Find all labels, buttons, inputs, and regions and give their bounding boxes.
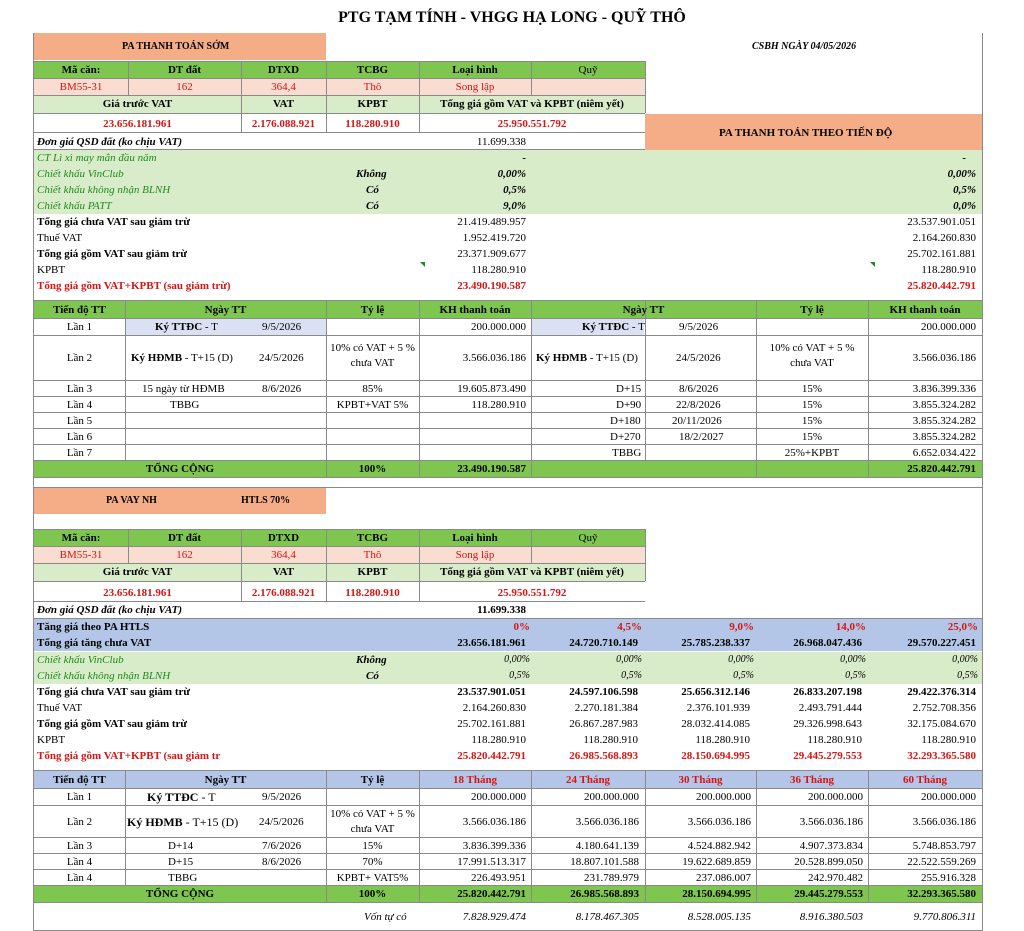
sched-rate: 25%+KPBT: [784, 447, 840, 459]
pa-early-label: PA THANH TOÁN SỚM: [122, 41, 230, 52]
total-row-amount: 28.150.694.995: [682, 888, 751, 900]
total-value: 2.164.260.830: [912, 232, 976, 244]
total-value: 28.032.414.085: [681, 718, 750, 730]
pa-progress-label: PA THANH TOÁN THEO TIẾN ĐỘ: [719, 127, 893, 139]
total-row-amount: 26.985.568.893: [570, 888, 639, 900]
sched-date: 8/6/2026: [262, 383, 302, 395]
sched-amount: 3.566.036.186: [575, 816, 639, 828]
sched-amount: 3.855.324.282: [912, 415, 976, 427]
total-label: Tổng giá chưa VAT sau giảm trừ: [37, 216, 190, 228]
total-value: 2.752.708.356: [912, 702, 976, 714]
sched-lan: Lần 1: [66, 321, 93, 333]
sched-date: 24/5/2026: [259, 352, 304, 364]
sched-rate: 15%: [362, 840, 383, 852]
ck-row-flag: Có: [366, 670, 379, 682]
hdr-tcbg: TCBG: [356, 532, 389, 544]
sched-date: 9/5/2026: [262, 791, 302, 803]
val-dtxd: 364,4: [271, 549, 296, 561]
sched-amount: 3.566.036.186: [799, 816, 863, 828]
ck-row-value: 9,0%: [503, 200, 526, 212]
sched-amount: 3.855.324.282: [912, 431, 976, 443]
val-tong-gia: 25.950.551.792: [497, 118, 567, 130]
sched-date: 7/6/2026: [262, 840, 302, 852]
ck-row-label: CT Lì xì may mắn đầu năm: [37, 152, 157, 164]
sched-hdr: 30 Tháng: [678, 774, 723, 786]
hdr-vat: VAT: [273, 98, 294, 110]
sched-cond: Ký TTĐC: [582, 321, 630, 333]
ck-row-value: 0,00%: [840, 654, 866, 665]
total-value: 118.280.910: [807, 734, 862, 746]
ck-row-value: 0,5%: [509, 670, 530, 681]
total-value: 118.280.910: [921, 264, 976, 276]
hdr-vat: VAT: [273, 566, 294, 578]
total-value: 26.867.287.983: [569, 718, 638, 730]
hdr-tcbg: TCBG: [356, 64, 389, 76]
sched-amount: 200.000.000: [696, 791, 751, 803]
pa-loan-label: PA VAY NH: [106, 495, 157, 506]
sched-lan: Lần 1: [66, 791, 93, 803]
sched-suffix: - T: [202, 321, 218, 333]
hdr-loai-hinh: Loại hình: [452, 64, 498, 76]
hdr-tong-gia: Tổng giá gồm VAT và KPBT (niêm yết): [440, 566, 624, 578]
sched-rate: 10% có VAT + 5 % chưa VAT: [330, 342, 415, 369]
val-tcbg: Thô: [363, 81, 382, 93]
sched-suffix: D+14: [168, 840, 194, 852]
ck-row-value: -: [962, 152, 966, 164]
sched-amount: 4.907.373.834: [799, 840, 863, 852]
total-value: 24.597.106.598: [569, 686, 638, 698]
total-value: 2.270.181.384: [574, 702, 638, 714]
total-label: Tổng giá chưa VAT sau giảm trừ: [37, 686, 190, 698]
total-row-rate: 100%: [358, 888, 387, 900]
hdr-kpbt: KPBT: [357, 98, 388, 110]
sched-date: 8/6/2026: [262, 856, 302, 868]
hdr-dtxd: DTXD: [267, 532, 300, 544]
hdr-dt-dat: DT đất: [167, 532, 202, 544]
ck-row-value: 0,00%: [497, 168, 526, 180]
ck-row-value: 0,5%: [953, 184, 976, 196]
val-tong-gia: 25.950.551.792: [497, 587, 567, 599]
ck-row-value: 0,5%: [621, 670, 642, 681]
total-row-amount: 23.490.190.587: [457, 463, 526, 475]
sched-amount: 200.000.000: [921, 321, 976, 333]
total-label: KPBT: [37, 734, 66, 746]
sched-amount: 226.493.951: [471, 872, 526, 884]
total-value: 32.293.365.580: [907, 750, 976, 762]
total-row-label: TỔNG CỘNG: [145, 888, 215, 900]
tang-chua-value: 25.785.238.337: [681, 637, 750, 649]
sched-rate: 10% có VAT + 5 % chưa VAT: [769, 342, 855, 369]
sched-date: 24/5/2026: [676, 352, 721, 364]
sched-amount: 4.180.641.139: [575, 840, 639, 852]
tang-chua-value: 26.968.047.436: [793, 637, 862, 649]
sched-amount: 19.605.873.490: [457, 383, 526, 395]
sched-rate: 70%: [362, 856, 383, 868]
von-tu-co-value: 8.178.467.305: [575, 911, 639, 923]
sched-amount: 6.652.034.422: [912, 447, 976, 459]
ck-row-value: 0,00%: [728, 654, 754, 665]
sched-hdr: Tiến độ TT: [53, 774, 106, 786]
sched-rate: KPBT+VAT 5%: [336, 399, 409, 411]
sched-date: 24/5/2026: [259, 816, 304, 828]
ck-row-value: -: [522, 152, 526, 164]
sched-suffix: D+15: [168, 856, 194, 868]
tang-gia-value: 25,0%: [947, 621, 978, 633]
sched-amount: 200.000.000: [471, 791, 526, 803]
tang-chua-value: 23.656.181.961: [457, 637, 526, 649]
total-value: 118.280.910: [695, 734, 750, 746]
don-gia-label: Đơn giá QSD đất (ko chịu VAT): [37, 604, 183, 616]
ck-row-value: 0,5%: [845, 670, 866, 681]
sched-amount: 200.000.000: [808, 791, 863, 803]
sched-amount: 5.748.853.797: [912, 840, 976, 852]
sched-suffix: D+90: [616, 399, 642, 411]
tang-gia-value: 14,0%: [835, 621, 866, 633]
sched-suffix: D+180: [610, 415, 641, 427]
sched-date: 18/2/2027: [679, 431, 724, 443]
sched-amount: 22.522.559.269: [907, 856, 976, 868]
don-gia-value: 11.699.338: [477, 604, 526, 616]
ck-row-label: Chiết khấu VinClub: [37, 654, 124, 666]
ck-row-flag: Có: [366, 200, 379, 212]
sched-amount: 4.524.882.942: [687, 840, 751, 852]
val-dt-dat: 162: [176, 549, 193, 561]
sched-suffix: TBBG: [168, 872, 198, 884]
sched-rate: 15%: [801, 383, 823, 395]
sched-hdr: 18 Tháng: [452, 774, 498, 786]
sched-hdr: 60 Tháng: [902, 774, 948, 786]
total-value: 2.164.260.830: [462, 702, 526, 714]
total-row-rate: 100%: [358, 463, 387, 475]
sched-cond: Ký HĐMB: [131, 352, 183, 364]
total-label: Tổng giá gồm VAT sau giảm trừ: [37, 248, 188, 260]
sched-amount: 242.970.482: [808, 872, 863, 884]
total-value: 118.280.910: [471, 264, 526, 276]
don-gia-label: Đơn giá QSD đất (ko chịu VAT): [37, 136, 183, 148]
total-label: Thuế VAT: [37, 702, 83, 714]
tang-gia-label: Tăng giá theo PA HTLS: [37, 621, 150, 633]
ck-row-value: 0,0%: [953, 200, 976, 212]
val-dtxd: 364,4: [271, 81, 296, 93]
sched-lan: Lần 4: [66, 399, 93, 411]
hdr-ma-can: Mã căn:: [61, 64, 101, 76]
sched-amount: 118.280.910: [471, 399, 526, 411]
total-label: Tổng giá gồm VAT+KPBT (sau giảm trừ): [37, 280, 231, 292]
tang-chua-label: Tổng giá tăng chưa VAT: [37, 637, 152, 649]
sched-date: 22/8/2026: [676, 399, 721, 411]
sched-lan: Lần 4: [66, 856, 93, 868]
sched-suffix: D+15: [616, 383, 642, 395]
val-ma-can: BM55-31: [59, 549, 103, 561]
total-value: 32.175.084.670: [907, 718, 976, 730]
total-value: 2.493.791.444: [798, 702, 862, 714]
val-kpbt: 118.280.910: [345, 587, 400, 599]
sched-amount: 200.000.000: [584, 791, 639, 803]
ck-row-flag: Có: [366, 184, 379, 196]
sched-rate: 10% có VAT + 5 % chưa VAT: [330, 808, 415, 835]
val-gia-truoc-vat: 23.656.181.961: [103, 118, 172, 130]
tang-chua-value: 24.720.710.149: [569, 637, 638, 649]
ck-row-label: Chiết khấu VinClub: [37, 168, 124, 180]
sched-amount: 3.836.399.336: [462, 840, 526, 852]
hdr-quy: Quỹ: [578, 64, 598, 76]
hdr-kpbt: KPBT: [357, 566, 388, 578]
von-tu-co-value: 7.828.929.474: [462, 911, 526, 923]
ck-row-value: 0,00%: [947, 168, 976, 180]
sched-rate: 15%: [801, 415, 823, 427]
hdr-dtxd: DTXD: [267, 64, 300, 76]
sched-lan: Lần 4: [66, 872, 93, 884]
von-tu-co-label: Vốn tự có: [364, 911, 407, 923]
total-row-amount: 29.445.279.553: [794, 888, 863, 900]
total-value: 25.702.161.881: [457, 718, 526, 730]
total-value: 2.376.101.939: [686, 702, 750, 714]
sched-amount: 200.000.000: [471, 321, 526, 333]
sched-suffix: - T+15 (D): [587, 352, 638, 364]
sched-amount: 3.566.036.186: [912, 352, 976, 364]
total-value: 26.985.568.893: [569, 750, 638, 762]
total-label: KPBT: [37, 264, 66, 276]
sched-hdr: Tiến độ TT: [53, 304, 106, 316]
val-kpbt: 118.280.910: [345, 118, 400, 130]
total-row-amount: 25.820.442.791: [457, 888, 526, 900]
sched-amount: 255.916.328: [921, 872, 976, 884]
ck-row-label: Chiết khấu PATT: [37, 200, 112, 212]
val-loai-hinh: Song lập: [455, 549, 495, 561]
sched-lan: Lần 7: [66, 447, 93, 459]
von-tu-co-value: 8.528.005.135: [687, 911, 751, 923]
sched-hdr: Tỷ lệ: [360, 304, 385, 316]
sched-cond: Ký HĐMB: [127, 815, 183, 829]
total-value: 25.656.312.146: [681, 686, 750, 698]
ck-row-value: 0,00%: [616, 654, 642, 665]
total-label: Thuế VAT: [37, 232, 83, 244]
sched-date: 9/5/2026: [262, 321, 302, 333]
total-row-amount: 32.293.365.580: [907, 888, 976, 900]
sched-rate: KPBT+ VAT5%: [336, 872, 409, 884]
sched-date: 9/5/2026: [679, 321, 719, 333]
sched-hdr: Ngày TT: [204, 774, 247, 786]
hdr-tong-gia: Tổng giá gồm VAT và KPBT (niêm yết): [440, 98, 624, 110]
sched-suffix: - T+15 (D): [182, 815, 239, 829]
sched-amount: 3.836.399.336: [912, 383, 976, 395]
sched-amount: 3.855.324.282: [912, 399, 976, 411]
total-value: 1.952.419.720: [462, 232, 526, 244]
tang-gia-value: 0%: [513, 621, 530, 633]
sched-amount: 20.528.899.050: [794, 856, 863, 868]
ck-row-value: 0,00%: [952, 654, 978, 665]
sched-cond: Ký TTĐC: [155, 321, 203, 333]
ck-row-label: Chiết khấu không nhận BLNH: [37, 184, 171, 196]
sched-amount: 18.807.101.588: [570, 856, 639, 868]
total-value: 29.445.279.553: [793, 750, 862, 762]
tang-chua-value: 29.570.227.451: [907, 637, 976, 649]
ck-row-value: 0,5%: [957, 670, 978, 681]
csbh-date: CSBH NGÀY 04/05/2026: [752, 41, 857, 52]
sched-lan: Lần 3: [66, 840, 93, 852]
von-tu-co-value: 9.770.806.311: [913, 911, 976, 923]
sched-amount: 237.086.007: [696, 872, 751, 884]
sched-lan: Lần 2: [66, 816, 93, 828]
total-value: 118.280.910: [471, 734, 526, 746]
ck-row-value: 0,5%: [503, 184, 526, 196]
sched-hdr: Tỷ lệ: [800, 304, 824, 316]
total-label: Tổng giá gồm VAT sau giảm trừ: [37, 718, 188, 730]
pa-loan-sub: HTLS 70%: [241, 495, 291, 506]
sched-hdr: Ngày TT: [204, 304, 247, 316]
total-value: 23.371.909.677: [457, 248, 526, 260]
ck-row-value: 0,00%: [504, 654, 530, 665]
sched-suffix: 15 ngày từ HĐMB: [142, 383, 225, 395]
sched-rate: 15%: [801, 399, 823, 411]
total-value: 25.820.442.791: [457, 750, 526, 762]
sched-amount: 17.991.513.317: [457, 856, 526, 868]
total-value: 26.833.207.198: [793, 686, 862, 698]
sched-hdr: KH thanh toán: [889, 304, 961, 316]
val-tcbg: Thô: [363, 549, 382, 561]
sched-suffix: - T+15 (D): [182, 352, 233, 364]
sched-amount: 3.566.036.186: [912, 816, 976, 828]
total-row-label: TỔNG CỘNG: [145, 463, 215, 475]
total-label: Tổng giá gồm VAT+KPBT (sau giảm tr: [37, 750, 221, 762]
hdr-dt-dat: DT đất: [167, 64, 202, 76]
ck-row-value: 0,5%: [733, 670, 754, 681]
total-value: 118.280.910: [583, 734, 638, 746]
val-vat: 2.176.088.921: [251, 587, 316, 599]
sched-amount: 200.000.000: [921, 791, 976, 803]
hdr-quy: Quỹ: [578, 532, 598, 544]
sched-hdr: KH thanh toán: [439, 304, 511, 316]
tang-gia-value: 4,5%: [617, 621, 642, 633]
sched-lan: Lần 6: [66, 431, 93, 443]
sched-hdr: 36 Tháng: [789, 774, 835, 786]
total-value: 28.150.694.995: [681, 750, 750, 762]
total-value: 118.280.910: [921, 734, 976, 746]
sched-hdr: Ngày TT: [622, 304, 665, 316]
total-value: 21.419.489.957: [457, 216, 526, 228]
sched-suffix: - T: [629, 321, 645, 333]
val-gia-truoc-vat: 23.656.181.961: [103, 587, 172, 599]
sched-lan: Lần 5: [66, 415, 93, 427]
val-dt-dat: 162: [176, 81, 193, 93]
sched-cond: Ký TTĐC: [147, 790, 199, 804]
hdr-gia-truoc-vat: Giá trước VAT: [102, 566, 173, 578]
total-row-amount: 25.820.442.791: [907, 463, 976, 475]
sched-suffix: - T: [198, 790, 216, 804]
don-gia-value: 11.699.338: [476, 136, 526, 148]
total-value: 29.326.998.643: [793, 718, 862, 730]
hdr-gia-truoc-vat: Giá trước VAT: [102, 98, 173, 110]
sched-lan: Lần 3: [66, 383, 93, 395]
total-value: 23.537.901.051: [457, 686, 526, 698]
ck-row-flag: Không: [356, 654, 387, 666]
ck-row-label: Chiết khấu không nhận BLNH: [37, 670, 171, 682]
sched-date: 8/6/2026: [679, 383, 719, 395]
total-value: 25.820.442.791: [907, 280, 976, 292]
sched-suffix: TBBG: [612, 447, 642, 459]
sched-amount: 3.566.036.186: [687, 816, 751, 828]
val-vat: 2.176.088.921: [251, 118, 316, 130]
page-title: PTG TẠM TÍNH - VHGG HẠ LONG - QUỸ THÔ: [338, 9, 686, 26]
sched-lan: Lần 2: [66, 352, 93, 364]
hdr-ma-can: Mã căn:: [61, 532, 101, 544]
sched-suffix: TBBG: [170, 399, 200, 411]
sched-cond: Ký HĐMB: [536, 352, 588, 364]
sched-rate: 15%: [801, 431, 823, 443]
ck-row-flag: Không: [356, 168, 387, 180]
sched-amount: 3.566.036.186: [462, 352, 526, 364]
sched-hdr: 24 Tháng: [565, 774, 611, 786]
sched-hdr: Tỷ lệ: [360, 774, 385, 786]
total-value: 25.702.161.881: [907, 248, 976, 260]
tang-gia-value: 9,0%: [729, 621, 754, 633]
sched-amount: 3.566.036.186: [462, 816, 526, 828]
sched-amount: 19.622.689.859: [682, 856, 751, 868]
val-loai-hinh: Song lập: [455, 81, 495, 93]
sched-date: 20/11/2026: [672, 415, 722, 427]
hdr-loai-hinh: Loại hình: [452, 532, 498, 544]
total-value: 29.422.376.314: [907, 686, 976, 698]
total-value: 23.490.190.587: [457, 280, 526, 292]
sched-rate: 85%: [362, 383, 383, 395]
sched-suffix: D+270: [610, 431, 641, 443]
sched-amount: 231.789.979: [584, 872, 639, 884]
val-ma-can: BM55-31: [59, 81, 103, 93]
von-tu-co-value: 8.916.380.503: [799, 911, 863, 923]
total-value: 23.537.901.051: [907, 216, 976, 228]
